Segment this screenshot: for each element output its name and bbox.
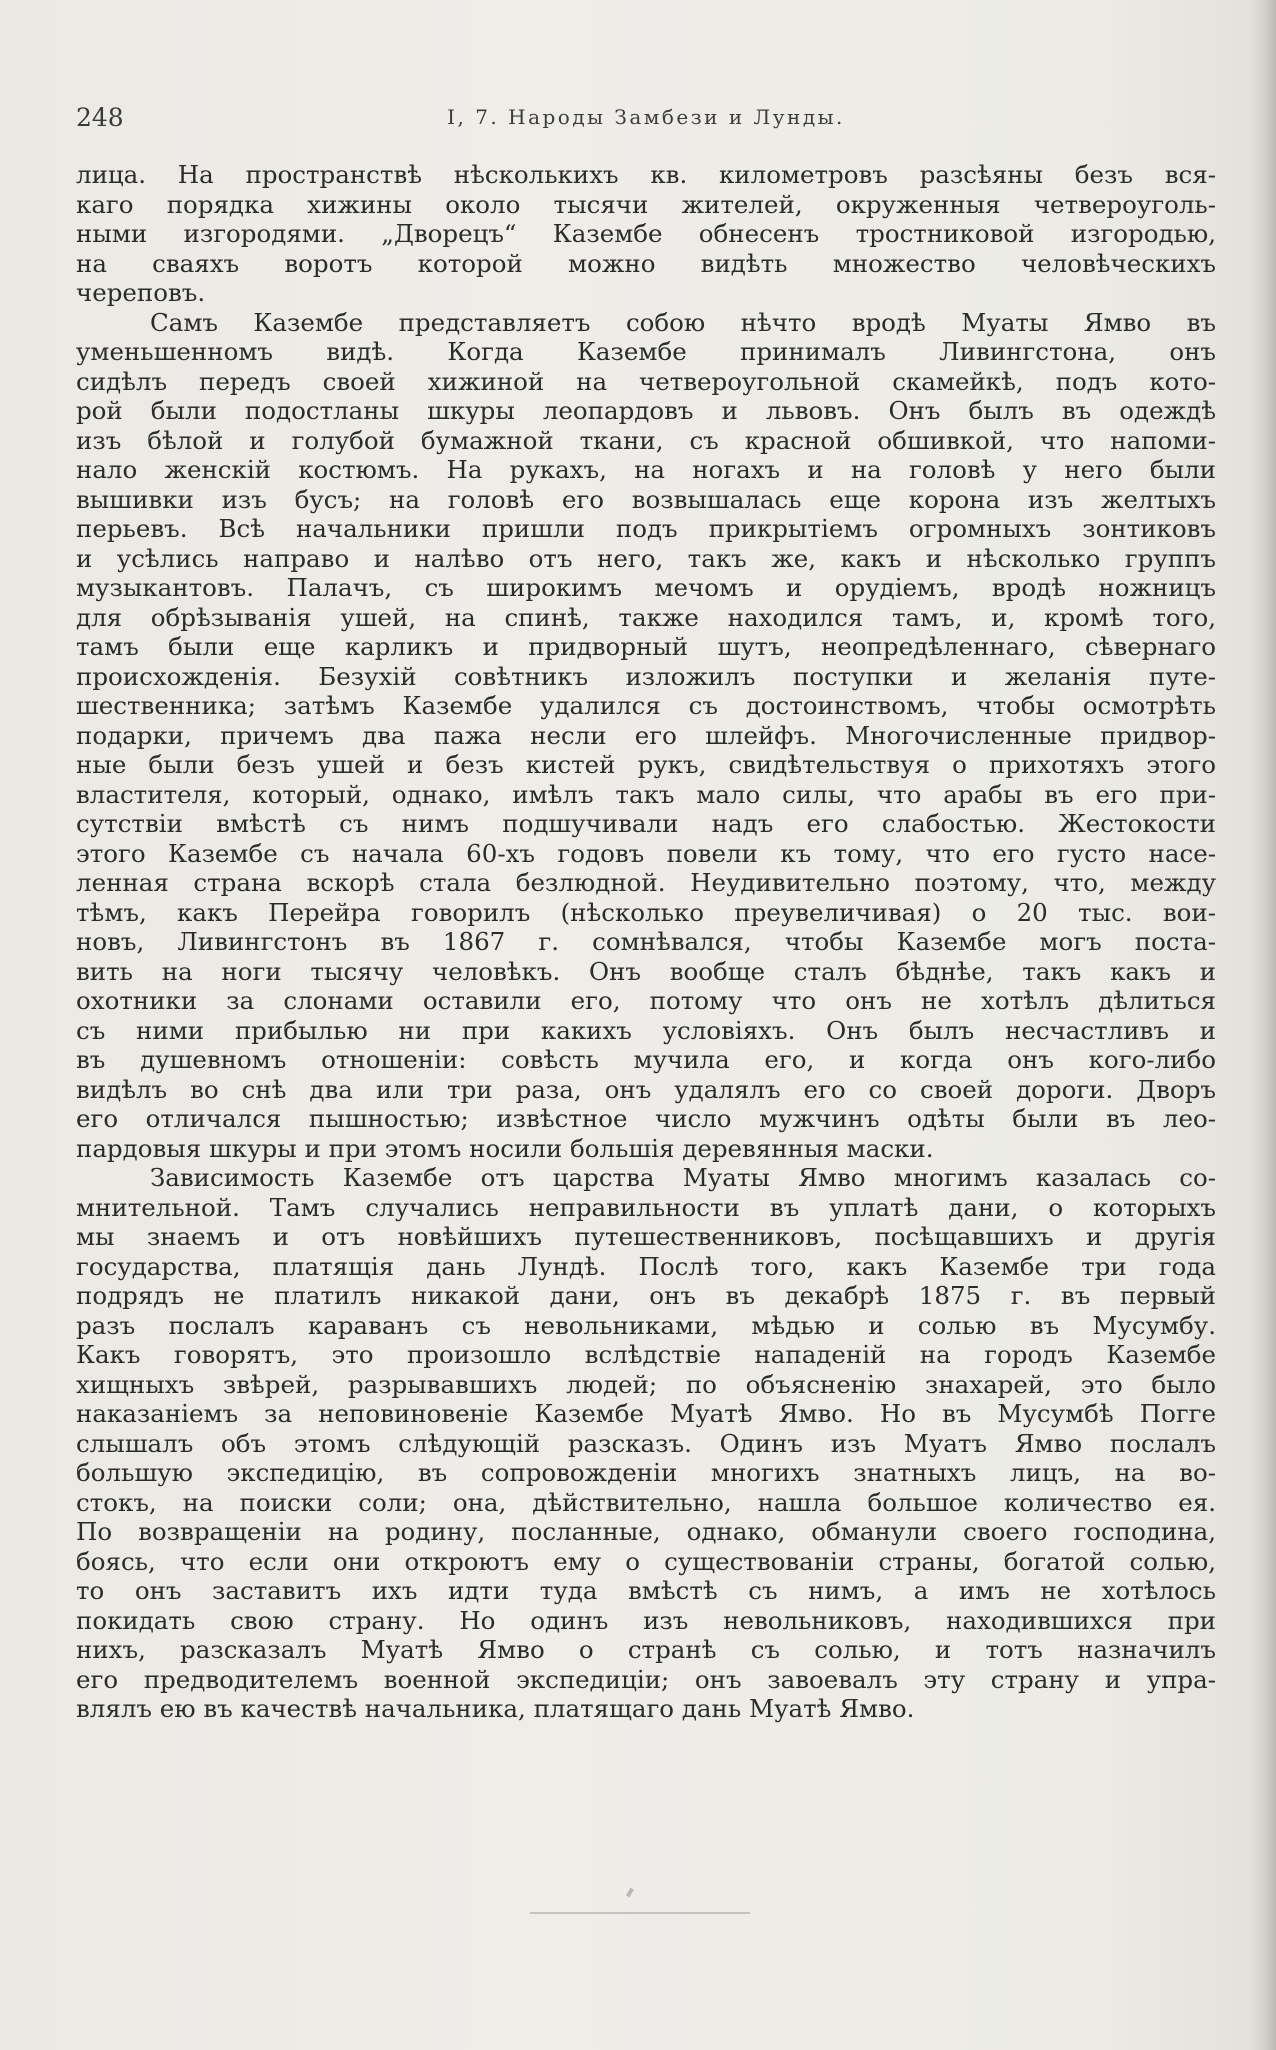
- text-line: тамъ были еще карликъ и придворный шутъ, неопредѣленнаго, сѣвернаго: [76, 632, 1216, 661]
- text-line: Зависимость Казембе отъ царства Муаты Ямво многимъ казалась со-: [150, 1163, 1216, 1192]
- text-line: сутствіи вмѣстѣ съ нимъ подшучивали надъ его слабостью. Жестокости: [76, 809, 1216, 838]
- text-line: рой были подостланы шкуры леопардовъ и львовъ. Онъ былъ въ одеждѣ: [76, 396, 1216, 425]
- paper-speck: [626, 1888, 634, 1898]
- text-line: нало женскій костюмъ. На рукахъ, на ногахъ и на головѣ у него были: [76, 455, 1216, 484]
- text-line: стокъ, на поиски соли; она, дѣйствительно, нашла большое количество ея.: [76, 1487, 1216, 1517]
- text-line: ными изгородями. „Дворецъ“ Казембе обнесенъ тростниковой изгородью,: [76, 219, 1216, 248]
- text-line: покидать свою страну. Но одинъ изъ невольниковъ, находившихся при: [76, 1605, 1216, 1635]
- running-title: I, 7. Народы Замбези и Лунды.: [447, 105, 845, 129]
- text-line: этого Казембе съ начала 60-хъ годовъ повели къ тому, что его густо насе-: [76, 838, 1216, 868]
- page-edge-shadow: [1250, 0, 1276, 2050]
- text-line: происхожденія. Безухій совѣтникъ изложилъ поступки и желанія путе-: [76, 661, 1216, 691]
- paragraph: [76, 308, 1216, 1164]
- text-line: Самъ Казембе представляетъ собою нѣчто вродѣ Муаты Ямво въ: [150, 307, 1216, 337]
- text-line: новъ, Ливингстонъ въ 1867 г. сомнѣвался, чтобы Казембе могъ поста-: [76, 927, 1216, 956]
- text-line: вышивки изъ бусъ; на головѣ его возвышалась еще корона изъ желтыхъ: [76, 484, 1216, 514]
- text-line: хищныхъ звѣрей, разрывавшихъ людей; по объясненію знахарей, это было: [76, 1369, 1216, 1399]
- text-line: ные были безъ ушей и безъ кистей рукъ, свидѣтельствуя о прихотяхъ этого: [76, 750, 1216, 779]
- text-line: боясь, что если они откроютъ ему о существованіи страны, богатой солью,: [76, 1546, 1216, 1576]
- text-line: охотники за слонами оставили его, потому что онъ не хотѣлъ дѣлиться: [76, 986, 1216, 1015]
- text-line: пардовыя шкуры и при этомъ носили большія деревянныя маски.: [76, 1133, 934, 1163]
- text-line: шественника; затѣмъ Казембе удалился съ достоинствомъ, чтобы осмотрѣть: [76, 691, 1216, 720]
- text-line: видѣлъ во снѣ два или три раза, онъ удалялъ его со своей дороги. Дворъ: [76, 1074, 1216, 1104]
- text-line: разъ послалъ караванъ съ невольниками, мѣдью и солью въ Мусумбу.: [76, 1310, 1216, 1340]
- text-line: въ душевномъ отношеніи: совѣсть мучила его, и когда онъ кого-либо: [76, 1045, 1216, 1074]
- text-line: лица. На пространствѣ нѣсколькихъ кв. километровъ разсѣяны безъ вся-: [76, 160, 1216, 189]
- text-line: ленная страна вскорѣ стала безлюдной. Неудивительно поэтому, что, между: [76, 868, 1216, 897]
- text-line: По возвращеніи на родину, посланные, однако, обманули своего господина,: [76, 1517, 1216, 1546]
- text-line: подарки, причемъ два пажа несли его шлейфъ. Многочисленные придвор-: [76, 720, 1216, 750]
- text-line: его отличался пышностью; извѣстное число мужчинъ одѣты были въ лео-: [76, 1104, 1216, 1133]
- page-number: 248: [76, 103, 124, 132]
- text-line: слышалъ объ этомъ слѣдующій разсказъ. Одинъ изъ Муатъ Ямво послалъ: [76, 1428, 1216, 1458]
- text-line: каго порядка хижины около тысячи жителей, окруженныя четвероуголь-: [76, 189, 1216, 219]
- text-line: властителя, который, однако, имѣлъ такъ мало силы, что арабы въ его при-: [76, 779, 1216, 809]
- text-line: то онъ заставитъ ихъ идти туда вмѣстѣ съ нимъ, а имъ не хотѣлось: [76, 1576, 1216, 1605]
- text-line: Какъ говорятъ, это произошло вслѣдствіе нападеній на городъ Казембе: [76, 1340, 1216, 1369]
- page-header: [76, 103, 1216, 143]
- text-line: съ ними прибылью ни при какихъ условіяхъ. Онъ былъ несчастливъ и: [76, 1015, 1216, 1045]
- page-body-text: [76, 160, 1216, 1724]
- text-line: большую экспедицію, въ сопровожденіи многихъ знатныхъ лицъ, на во-: [76, 1458, 1216, 1487]
- text-line: перьевъ. Всѣ начальники пришли подъ прикрытіемъ огромныхъ зонтиковъ: [76, 514, 1216, 543]
- text-line: влялъ ею въ качествѣ начальника, платящаго дань Муатѣ Ямво.: [76, 1694, 915, 1723]
- text-line: уменьшенномъ видѣ. Когда Казембе принималъ Ливингстона, онъ: [76, 337, 1216, 366]
- text-line: на сваяхъ воротъ которой можно видѣть множество человѣческихъ: [76, 248, 1216, 278]
- text-line: для обрѣзыванія ушей, на спинѣ, также находился тамъ, и, кромѣ того,: [76, 602, 1216, 632]
- text-line: мы знаемъ и отъ новѣйшихъ путешественниковъ, посѣщавшихъ и другія: [76, 1222, 1216, 1251]
- paragraph: [76, 160, 1216, 308]
- text-line: изъ бѣлой и голубой бумажной ткани, съ красной обшивкой, что напоми-: [76, 425, 1216, 455]
- text-line: подрядъ не платилъ никакой дани, онъ въ декабрѣ 1875 г. въ первый: [76, 1281, 1216, 1310]
- text-line: наказаніемъ за неповиновеніе Казембе Муатѣ Ямво. Но въ Мусумбѣ Погге: [76, 1399, 1216, 1428]
- text-line: вить на ноги тысячу человѣкъ. Онъ вообще сталъ бѣднѣе, такъ какъ и: [76, 956, 1216, 986]
- paragraph: [76, 1163, 1216, 1724]
- text-line: мнительной. Тамъ случались неправильности въ уплатѣ дани, о которыхъ: [76, 1192, 1216, 1222]
- footer-mark: [530, 1912, 750, 1914]
- text-line: его предводителемъ военной экспедиціи; онъ завоевалъ эту страну и упра-: [76, 1664, 1216, 1694]
- text-line: и усѣлись направо и налѣво отъ него, такъ же, какъ и нѣсколько группъ: [76, 543, 1216, 573]
- text-line: музыкантовъ. Палачъ, съ широкимъ мечомъ и орудіемъ, вродѣ ножницъ: [76, 573, 1216, 602]
- text-line: государства, платящія дань Лундѣ. Послѣ того, какъ Казембе три года: [76, 1251, 1216, 1281]
- text-line: череповъ.: [76, 278, 206, 307]
- text-line: сидѣлъ передъ своей хижиной на четвероугольной скамейкѣ, подъ кото-: [76, 366, 1216, 396]
- text-line: нихъ, разсказалъ Муатѣ Ямво о странѣ съ солью, и тотъ назначилъ: [76, 1635, 1216, 1664]
- text-line: тѣмъ, какъ Перейра говорилъ (нѣсколько преувеличивая) о 20 тыс. вои-: [76, 897, 1216, 927]
